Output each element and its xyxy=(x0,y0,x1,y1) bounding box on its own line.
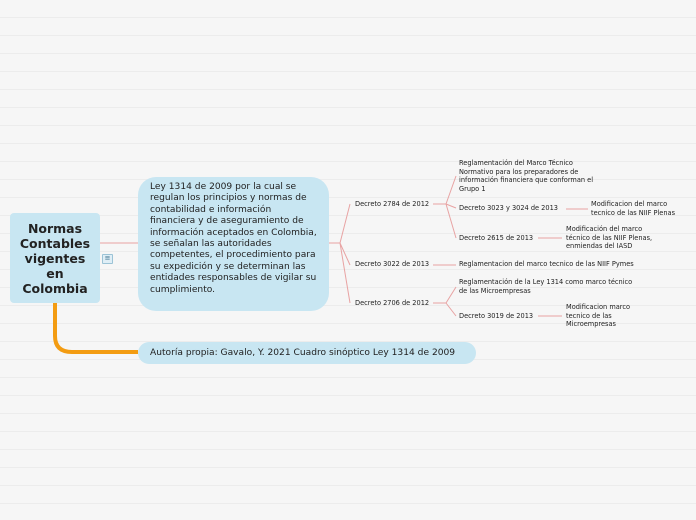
decreto-2784-label[interactable]: Decreto 2784 de 2012 xyxy=(355,200,430,208)
decreto-3022-note[interactable]: Reglamentacion del marco tecnico de las NIIF Pymes xyxy=(459,260,634,268)
decreto-2615-label[interactable]: Decreto 2615 de 2013 xyxy=(459,234,534,242)
reglamentacion-microempresas-label[interactable]: Reglamentación de la Ley 1314 como marco técnico de las Microempresas xyxy=(459,278,633,295)
main-topic-text: Ley 1314 de 2009 por la cual se regulan los principios y normas de contabilidad e información financiera y de aseguramiento de información aceptados en Colombia, se señalan las autoridades competentes, el procedimiento para su expedición y se determinan las entidades responsables de vigilar su cumplimiento. xyxy=(150,182,317,295)
d2784-fan-line xyxy=(433,176,456,238)
decreto-3023-label[interactable]: Decreto 3023 y 3024 de 2013 xyxy=(459,204,558,212)
main-topic[interactable] xyxy=(138,177,329,311)
main-fan-line xyxy=(329,204,350,303)
decreto-3019-note[interactable]: Modificacion marco tecnico de las Microempresas xyxy=(566,303,631,329)
root-topic[interactable] xyxy=(10,213,100,303)
notes-icon[interactable]: ≡ xyxy=(102,254,113,264)
d2706-fan-line xyxy=(433,287,456,316)
decreto-2706-label[interactable]: Decreto 2706 de 2012 xyxy=(355,299,430,307)
root-title: Normas Contables vigentes en Colombia xyxy=(19,220,91,296)
decreto-3022-label[interactable]: Decreto 3022 de 2013 xyxy=(355,260,430,268)
author-topic-text: Autoría propia: Gavalo, Y. 2021 Cuadro sinóptico Ley 1314 de 2009 xyxy=(150,348,456,358)
decreto-3023-note[interactable]: Modificacion del marco tecnico de las NIIF Plenas xyxy=(591,200,676,217)
reglamentacion-grupo1-label[interactable]: Reglamentación del Marco Técnico Normativo para los preparadores de información financiera que conforman el Grupo 1 xyxy=(459,159,594,194)
author-topic[interactable] xyxy=(138,342,476,364)
root-to-author-line xyxy=(55,303,138,352)
decreto-3019-label[interactable]: Decreto 3019 de 2013 xyxy=(459,312,534,320)
decreto-2615-note[interactable]: Modificación del marco técnico de las NIIF Plenas, enmiendas del IASD xyxy=(566,225,653,251)
